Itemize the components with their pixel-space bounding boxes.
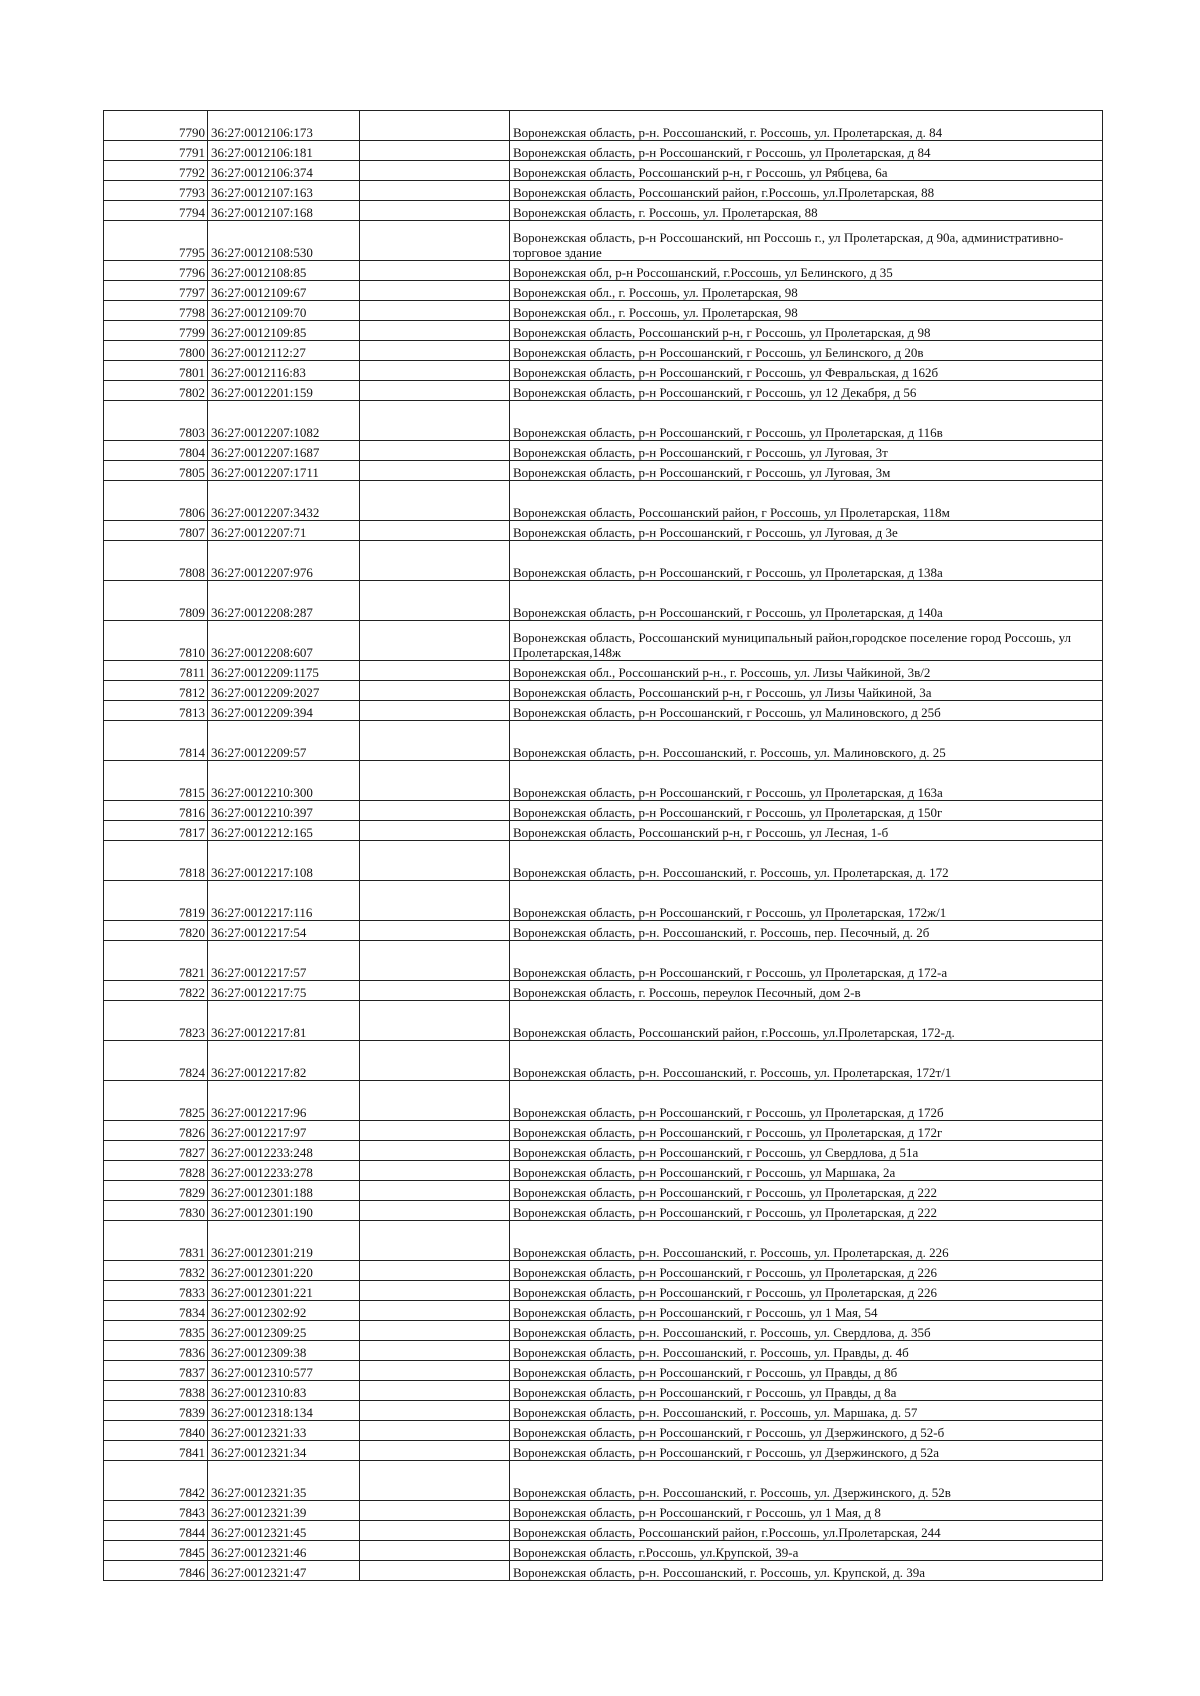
empty-cell xyxy=(360,1181,510,1201)
address: Воронежская область, р-н Россошанский, г Россошь, ул 1 Мая, 54 xyxy=(510,1301,1103,1321)
empty-cell xyxy=(360,301,510,321)
table-row xyxy=(104,821,1103,841)
cadastral-number: 36:27:0012112:27 xyxy=(208,341,360,361)
row-number: 7833 xyxy=(104,1281,208,1301)
empty-cell xyxy=(360,381,510,401)
empty-cell xyxy=(360,441,510,461)
cadastral-number: 36:27:0012212:165 xyxy=(208,821,360,841)
address: Воронежская область, р-н Россошанский, г Россошь, ул Малиновского, д 25б xyxy=(510,701,1103,721)
address: Воронежская обл., г. Россошь, ул. Пролетарская, 98 xyxy=(510,281,1103,301)
cadastral-number: 36:27:0012207:976 xyxy=(208,541,360,581)
address: Воронежская область, р-н Россошанский, г Россошь, ул 12 Декабря, д 56 xyxy=(510,381,1103,401)
cadastral-number: 36:27:0012301:190 xyxy=(208,1201,360,1221)
empty-cell xyxy=(360,661,510,681)
table-row xyxy=(104,441,1103,461)
row-number: 7837 xyxy=(104,1361,208,1381)
empty-cell xyxy=(360,1001,510,1041)
cadastral-number: 36:27:0012209:2027 xyxy=(208,681,360,701)
row-number: 7813 xyxy=(104,701,208,721)
empty-cell xyxy=(360,1341,510,1361)
row-number: 7822 xyxy=(104,981,208,1001)
row-number: 7820 xyxy=(104,921,208,941)
empty-cell xyxy=(360,521,510,541)
row-number: 7797 xyxy=(104,281,208,301)
row-number: 7841 xyxy=(104,1441,208,1461)
row-number: 7825 xyxy=(104,1081,208,1121)
address: Воронежская область, р-н Россошанский, г Россошь, ул Пролетарская, д 222 xyxy=(510,1201,1103,1221)
cadastral-number: 36:27:0012217:57 xyxy=(208,941,360,981)
empty-cell xyxy=(360,361,510,381)
property-registry-table xyxy=(103,110,1103,1581)
table-row xyxy=(104,301,1103,321)
row-number: 7827 xyxy=(104,1141,208,1161)
row-number: 7823 xyxy=(104,1001,208,1041)
table-row xyxy=(104,1461,1103,1501)
row-number: 7805 xyxy=(104,461,208,481)
empty-cell xyxy=(360,1401,510,1421)
address: Воронежская обл, р-н Россошанский, г.Россошь, ул Белинского, д 35 xyxy=(510,261,1103,281)
cadastral-number: 36:27:0012209:1175 xyxy=(208,661,360,681)
row-number: 7791 xyxy=(104,141,208,161)
address: Воронежская область, р-н Россошанский, г Россошь, ул Дзержинского, д 52а xyxy=(510,1441,1103,1461)
empty-cell xyxy=(360,701,510,721)
cadastral-number: 36:27:0012217:108 xyxy=(208,841,360,881)
address: Воронежская область, р-н Россошанский, г Россошь, ул Пролетарская, д 172г xyxy=(510,1121,1103,1141)
table-row xyxy=(104,921,1103,941)
table-row xyxy=(104,521,1103,541)
table-row xyxy=(104,1201,1103,1221)
table-row xyxy=(104,201,1103,221)
empty-cell xyxy=(360,141,510,161)
empty-cell xyxy=(360,621,510,661)
address: Воронежская область, Россошанский район, г Россошь, ул Пролетарская, 118м xyxy=(510,481,1103,521)
empty-cell xyxy=(360,1281,510,1301)
empty-cell xyxy=(360,881,510,921)
empty-cell xyxy=(360,761,510,801)
cadastral-number: 36:27:0012210:300 xyxy=(208,761,360,801)
cadastral-number: 36:27:0012310:83 xyxy=(208,1381,360,1401)
table-row xyxy=(104,541,1103,581)
address: Воронежская область, р-н Россошанский, г Россошь, ул Свердлова, д 51а xyxy=(510,1141,1103,1161)
table-row xyxy=(104,1081,1103,1121)
address: Воронежская область, р-н Россошанский, нп Россошь г., ул Пролетарская, д 90а, административно-торговое здание xyxy=(510,221,1103,261)
table-row xyxy=(104,1221,1103,1261)
row-number: 7821 xyxy=(104,941,208,981)
cadastral-number: 36:27:0012208:287 xyxy=(208,581,360,621)
row-number: 7804 xyxy=(104,441,208,461)
address: Воронежская область, р-н Россошанский, г Россошь, ул Правды, д 8б xyxy=(510,1361,1103,1381)
empty-cell xyxy=(360,1041,510,1081)
cadastral-number: 36:27:0012217:54 xyxy=(208,921,360,941)
address: Воронежская область, р-н Россошанский, г Россошь, ул Правды, д 8а xyxy=(510,1381,1103,1401)
empty-cell xyxy=(360,1201,510,1221)
empty-cell xyxy=(360,1561,510,1581)
table-row xyxy=(104,581,1103,621)
cadastral-number: 36:27:0012207:1711 xyxy=(208,461,360,481)
empty-cell xyxy=(360,181,510,201)
table-row xyxy=(104,1441,1103,1461)
cadastral-number: 36:27:0012209:394 xyxy=(208,701,360,721)
row-number: 7831 xyxy=(104,1221,208,1261)
address: Воронежская область, р-н Россошанский, г Россошь, ул Дзержинского, д 52-б xyxy=(510,1421,1103,1441)
cadastral-number: 36:27:0012321:33 xyxy=(208,1421,360,1441)
table-row xyxy=(104,661,1103,681)
address: Воронежская область, Россошанский р-н, г Россошь, ул Лизы Чайкиной, 3а xyxy=(510,681,1103,701)
row-number: 7838 xyxy=(104,1381,208,1401)
empty-cell xyxy=(360,111,510,141)
cadastral-number: 36:27:0012207:71 xyxy=(208,521,360,541)
address: Воронежская область, Россошанский район, г.Россошь, ул.Пролетарская, 172-д. xyxy=(510,1001,1103,1041)
table-row xyxy=(104,1381,1103,1401)
cadastral-number: 36:27:0012109:67 xyxy=(208,281,360,301)
row-number: 7801 xyxy=(104,361,208,381)
empty-cell xyxy=(360,1081,510,1121)
address: Воронежская обл., г. Россошь, ул. Пролетарская, 98 xyxy=(510,301,1103,321)
cadastral-number: 36:27:0012217:81 xyxy=(208,1001,360,1041)
cadastral-number: 36:27:0012106:173 xyxy=(208,111,360,141)
empty-cell xyxy=(360,1541,510,1561)
table-row xyxy=(104,381,1103,401)
table-row xyxy=(104,281,1103,301)
cadastral-number: 36:27:0012321:34 xyxy=(208,1441,360,1461)
cadastral-number: 36:27:0012310:577 xyxy=(208,1361,360,1381)
empty-cell xyxy=(360,401,510,441)
address: Воронежская область, Россошанский р-н, г Россошь, ул Пролетарская, д 98 xyxy=(510,321,1103,341)
address: Воронежская область, р-н Россошанский, г Россошь, ул Пролетарская, д 84 xyxy=(510,141,1103,161)
address: Воронежская область, р-н Россошанский, г Россошь, ул Пролетарская, д 150г xyxy=(510,801,1103,821)
empty-cell xyxy=(360,261,510,281)
empty-cell xyxy=(360,1361,510,1381)
address: Воронежская область, Россошанский р-н, г Россошь, ул Рябцева, 6а xyxy=(510,161,1103,181)
table-row xyxy=(104,1561,1103,1581)
cadastral-number: 36:27:0012217:116 xyxy=(208,881,360,921)
empty-cell xyxy=(360,721,510,761)
empty-cell xyxy=(360,581,510,621)
empty-cell xyxy=(360,201,510,221)
row-number: 7796 xyxy=(104,261,208,281)
address: Воронежская область, р-н Россошанский, г Россошь, ул Февральская, д 162б xyxy=(510,361,1103,381)
table-row xyxy=(104,801,1103,821)
cadastral-number: 36:27:0012318:134 xyxy=(208,1401,360,1421)
row-number: 7842 xyxy=(104,1461,208,1501)
row-number: 7806 xyxy=(104,481,208,521)
table-row xyxy=(104,401,1103,441)
cadastral-number: 36:27:0012208:607 xyxy=(208,621,360,661)
row-number: 7816 xyxy=(104,801,208,821)
cadastral-number: 36:27:0012106:374 xyxy=(208,161,360,181)
empty-cell xyxy=(360,1261,510,1281)
empty-cell xyxy=(360,1441,510,1461)
table-row xyxy=(104,1521,1103,1541)
table-row xyxy=(104,321,1103,341)
empty-cell xyxy=(360,541,510,581)
row-number: 7811 xyxy=(104,661,208,681)
table-row xyxy=(104,1261,1103,1281)
empty-cell xyxy=(360,461,510,481)
empty-cell xyxy=(360,1161,510,1181)
row-number: 7798 xyxy=(104,301,208,321)
address: Воронежская область, р-н Россошанский, г Россошь, ул Пролетарская, д 163а xyxy=(510,761,1103,801)
table-row xyxy=(104,361,1103,381)
address: Воронежская область, р-н Россошанский, г Россошь, ул Белинского, д 20в xyxy=(510,341,1103,361)
row-number: 7815 xyxy=(104,761,208,801)
row-number: 7830 xyxy=(104,1201,208,1221)
address: Воронежская область, Россошанский район, г.Россошь, ул.Пролетарская, 244 xyxy=(510,1521,1103,1541)
table-row xyxy=(104,1181,1103,1201)
address: Воронежская область, р-н Россошанский, г Россошь, ул Луговая, д 3е xyxy=(510,521,1103,541)
table-row xyxy=(104,881,1103,921)
cadastral-number: 36:27:0012302:92 xyxy=(208,1301,360,1321)
row-number: 7846 xyxy=(104,1561,208,1581)
cadastral-number: 36:27:0012301:220 xyxy=(208,1261,360,1281)
row-number: 7807 xyxy=(104,521,208,541)
cadastral-number: 36:27:0012207:1082 xyxy=(208,401,360,441)
cadastral-number: 36:27:0012301:221 xyxy=(208,1281,360,1301)
row-number: 7840 xyxy=(104,1421,208,1441)
row-number: 7803 xyxy=(104,401,208,441)
cadastral-number: 36:27:0012321:47 xyxy=(208,1561,360,1581)
table-row xyxy=(104,701,1103,721)
table-row xyxy=(104,1501,1103,1521)
empty-cell xyxy=(360,1501,510,1521)
cadastral-number: 36:27:0012107:168 xyxy=(208,201,360,221)
cadastral-number: 36:27:0012116:83 xyxy=(208,361,360,381)
empty-cell xyxy=(360,801,510,821)
cadastral-number: 36:27:0012108:85 xyxy=(208,261,360,281)
table-row xyxy=(104,1161,1103,1181)
row-number: 7836 xyxy=(104,1341,208,1361)
cadastral-number: 36:27:0012210:397 xyxy=(208,801,360,821)
empty-cell xyxy=(360,1521,510,1541)
row-number: 7793 xyxy=(104,181,208,201)
table-row xyxy=(104,761,1103,801)
cadastral-number: 36:27:0012209:57 xyxy=(208,721,360,761)
table-row xyxy=(104,981,1103,1001)
table-row xyxy=(104,721,1103,761)
table-row xyxy=(104,1041,1103,1081)
address: Воронежская область, г.Россошь, ул.Крупской, 39-а xyxy=(510,1541,1103,1561)
row-number: 7834 xyxy=(104,1301,208,1321)
empty-cell xyxy=(360,221,510,261)
empty-cell xyxy=(360,321,510,341)
cadastral-number: 36:27:0012207:1687 xyxy=(208,441,360,461)
table-row xyxy=(104,1541,1103,1561)
row-number: 7809 xyxy=(104,581,208,621)
empty-cell xyxy=(360,1141,510,1161)
empty-cell xyxy=(360,341,510,361)
address: Воронежская область, р-н. Россошанский, г. Россошь, ул. Малиновского, д. 25 xyxy=(510,721,1103,761)
empty-cell xyxy=(360,841,510,881)
table-row xyxy=(104,111,1103,141)
table-row xyxy=(104,261,1103,281)
cadastral-number: 36:27:0012309:38 xyxy=(208,1341,360,1361)
address: Воронежская область, р-н Россошанский, г Россошь, ул Маршака, 2а xyxy=(510,1161,1103,1181)
address: Воронежская область, р-н. Россошанский, г. Россошь, ул. Пролетарская, д. 172 xyxy=(510,841,1103,881)
table-row xyxy=(104,841,1103,881)
address: Воронежская область, р-н. Россошанский, г. Россошь, ул. Маршака, д. 57 xyxy=(510,1401,1103,1421)
table-row xyxy=(104,461,1103,481)
address: Воронежская область, р-н Россошанский, г Россошь, ул Пролетарская, д 222 xyxy=(510,1181,1103,1201)
empty-cell xyxy=(360,161,510,181)
table-row xyxy=(104,681,1103,701)
row-number: 7828 xyxy=(104,1161,208,1181)
table-row xyxy=(104,1301,1103,1321)
address: Воронежская область, р-н Россошанский, г Россошь, ул Пролетарская, д 226 xyxy=(510,1281,1103,1301)
row-number: 7843 xyxy=(104,1501,208,1521)
empty-cell xyxy=(360,681,510,701)
cadastral-number: 36:27:0012207:3432 xyxy=(208,481,360,521)
cadastral-number: 36:27:0012321:45 xyxy=(208,1521,360,1541)
table-row xyxy=(104,481,1103,521)
row-number: 7845 xyxy=(104,1541,208,1561)
address: Воронежская область, р-н. Россошанский, г. Россошь, ул. Пролетарская, д. 84 xyxy=(510,111,1103,141)
address: Воронежская область, р-н Россошанский, г Россошь, ул Пролетарская, д 138а xyxy=(510,541,1103,581)
cadastral-number: 36:27:0012108:530 xyxy=(208,221,360,261)
cadastral-number: 36:27:0012321:39 xyxy=(208,1501,360,1521)
empty-cell xyxy=(360,921,510,941)
address: Воронежская область, р-н Россошанский, г Россошь, ул Луговая, 3т xyxy=(510,441,1103,461)
empty-cell xyxy=(360,1121,510,1141)
empty-cell xyxy=(360,941,510,981)
row-number: 7799 xyxy=(104,321,208,341)
cadastral-number: 36:27:0012106:181 xyxy=(208,141,360,161)
address: Воронежская область, г. Россошь, ул. Пролетарская, 88 xyxy=(510,201,1103,221)
table-row xyxy=(104,1341,1103,1361)
cadastral-number: 36:27:0012201:159 xyxy=(208,381,360,401)
address: Воронежская область, р-н. Россошанский, г. Россошь, пер. Песочный, д. 2б xyxy=(510,921,1103,941)
address: Воронежская область, р-н Россошанский, г Россошь, ул Пролетарская, д 140а xyxy=(510,581,1103,621)
empty-cell xyxy=(360,1461,510,1501)
address: Воронежская область, р-н Россошанский, г Россошь, ул Пролетарская, д 116в xyxy=(510,401,1103,441)
empty-cell xyxy=(360,981,510,1001)
cadastral-number: 36:27:0012321:46 xyxy=(208,1541,360,1561)
empty-cell xyxy=(360,1301,510,1321)
empty-cell xyxy=(360,1381,510,1401)
row-number: 7808 xyxy=(104,541,208,581)
row-number: 7795 xyxy=(104,221,208,261)
empty-cell xyxy=(360,281,510,301)
empty-cell xyxy=(360,1321,510,1341)
address: Воронежская область, Россошанский муниципальный район,городское поселение город Россошь, ул Пролетарская,148ж xyxy=(510,621,1103,661)
row-number: 7792 xyxy=(104,161,208,181)
address: Воронежская область, р-н Россошанский, г Россошь, ул Пролетарская, д 172б xyxy=(510,1081,1103,1121)
table-row xyxy=(104,1401,1103,1421)
cadastral-number: 36:27:0012217:96 xyxy=(208,1081,360,1121)
table-row xyxy=(104,1121,1103,1141)
row-number: 7826 xyxy=(104,1121,208,1141)
row-number: 7800 xyxy=(104,341,208,361)
cadastral-number: 36:27:0012109:85 xyxy=(208,321,360,341)
row-number: 7824 xyxy=(104,1041,208,1081)
table-row xyxy=(104,161,1103,181)
empty-cell xyxy=(360,821,510,841)
table-row xyxy=(104,621,1103,661)
table-row xyxy=(104,1001,1103,1041)
table-row xyxy=(104,221,1103,261)
address: Воронежская область, р-н. Россошанский, г. Россошь, ул. Дзержинского, д. 52в xyxy=(510,1461,1103,1501)
row-number: 7794 xyxy=(104,201,208,221)
address: Воронежская область, р-н. Россошанский, г. Россошь, ул. Пролетарская, 172т/1 xyxy=(510,1041,1103,1081)
cadastral-number: 36:27:0012301:219 xyxy=(208,1221,360,1261)
address: Воронежская область, Россошанский р-н, г Россошь, ул Лесная, 1-б xyxy=(510,821,1103,841)
address: Воронежская область, Россошанский район, г.Россошь, ул.Пролетарская, 88 xyxy=(510,181,1103,201)
cadastral-number: 36:27:0012233:278 xyxy=(208,1161,360,1181)
row-number: 7802 xyxy=(104,381,208,401)
row-number: 7832 xyxy=(104,1261,208,1281)
address: Воронежская обл., Россошанский р-н., г. Россошь, ул. Лизы Чайкиной, 3в/2 xyxy=(510,661,1103,681)
cadastral-number: 36:27:0012217:97 xyxy=(208,1121,360,1141)
empty-cell xyxy=(360,481,510,521)
table-row xyxy=(104,341,1103,361)
empty-cell xyxy=(360,1221,510,1261)
table-row xyxy=(104,1361,1103,1381)
address: Воронежская область, р-н. Россошанский, г. Россошь, ул. Свердлова, д. 35б xyxy=(510,1321,1103,1341)
cadastral-number: 36:27:0012109:70 xyxy=(208,301,360,321)
cadastral-number: 36:27:0012107:163 xyxy=(208,181,360,201)
row-number: 7839 xyxy=(104,1401,208,1421)
row-number: 7818 xyxy=(104,841,208,881)
row-number: 7790 xyxy=(104,111,208,141)
row-number: 7819 xyxy=(104,881,208,921)
address: Воронежская область, г. Россошь, переулок Песочный, дом 2-в xyxy=(510,981,1103,1001)
table-row xyxy=(104,141,1103,161)
address: Воронежская область, р-н Россошанский, г Россошь, ул Пролетарская, д 226 xyxy=(510,1261,1103,1281)
row-number: 7817 xyxy=(104,821,208,841)
table-row xyxy=(104,181,1103,201)
address: Воронежская область, р-н Россошанский, г Россошь, ул Луговая, 3м xyxy=(510,461,1103,481)
address: Воронежская область, р-н Россошанский, г Россошь, ул Пролетарская, д 172-а xyxy=(510,941,1103,981)
cadastral-number: 36:27:0012321:35 xyxy=(208,1461,360,1501)
row-number: 7810 xyxy=(104,621,208,661)
registry-body xyxy=(104,111,1103,1581)
address: Воронежская область, р-н. Россошанский, г. Россошь, ул. Крупской, д. 39а xyxy=(510,1561,1103,1581)
cadastral-number: 36:27:0012217:75 xyxy=(208,981,360,1001)
address: Воронежская область, р-н. Россошанский, г. Россошь, ул. Правды, д. 4б xyxy=(510,1341,1103,1361)
address: Воронежская область, р-н. Россошанский, г. Россошь, ул. Пролетарская, д. 226 xyxy=(510,1221,1103,1261)
address: Воронежская область, р-н Россошанский, г Россошь, ул Пролетарская, 172ж/1 xyxy=(510,881,1103,921)
row-number: 7814 xyxy=(104,721,208,761)
cadastral-number: 36:27:0012233:248 xyxy=(208,1141,360,1161)
empty-cell xyxy=(360,1421,510,1441)
row-number: 7844 xyxy=(104,1521,208,1541)
address: Воронежская область, р-н Россошанский, г Россошь, ул 1 Мая, д 8 xyxy=(510,1501,1103,1521)
table-row xyxy=(104,1421,1103,1441)
table-row xyxy=(104,1141,1103,1161)
row-number: 7829 xyxy=(104,1181,208,1201)
table-row xyxy=(104,1281,1103,1301)
cadastral-number: 36:27:0012309:25 xyxy=(208,1321,360,1341)
table-row xyxy=(104,1321,1103,1341)
table-row xyxy=(104,941,1103,981)
row-number: 7812 xyxy=(104,681,208,701)
row-number: 7835 xyxy=(104,1321,208,1341)
cadastral-number: 36:27:0012301:188 xyxy=(208,1181,360,1201)
cadastral-number: 36:27:0012217:82 xyxy=(208,1041,360,1081)
